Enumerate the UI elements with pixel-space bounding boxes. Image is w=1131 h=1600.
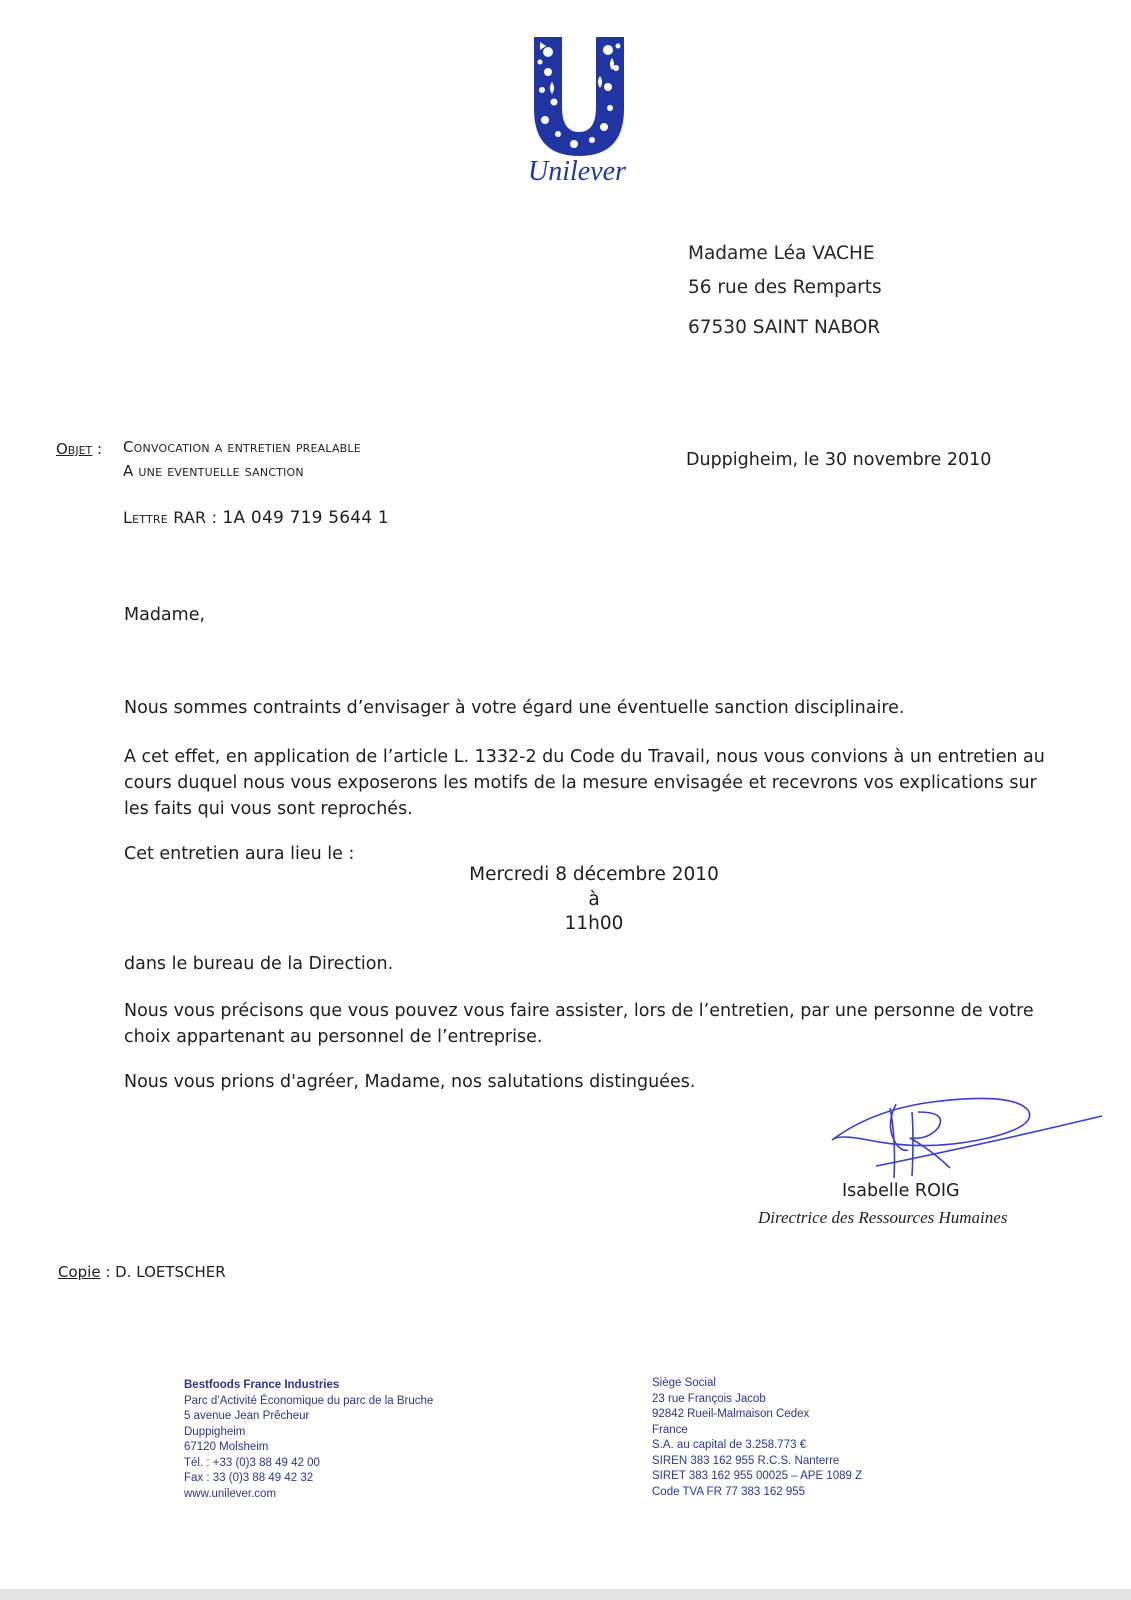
footer-right-line: France: [652, 1423, 688, 1436]
rar-number: 1A 049 719 5644 1: [222, 508, 389, 528]
meeting-time: 11h00: [564, 913, 624, 934]
object-line-1: Convocation a entretien prealable: [123, 438, 361, 456]
footer-head-office: [652, 1376, 862, 1500]
copy-label: Copie: [58, 1263, 101, 1281]
copy-line: [58, 1263, 226, 1281]
paragraph-2: A cet effet, en application de l’article L. 1332-2 du Code du Travail, nous vous convions à un entretien au cours duquel nous vous exposerons les motifs de la mesure envisagée et recevrons vos explications sur les faits qui vous sont reprochés.: [124, 747, 1045, 819]
signer-title: Directrice des Ressources Humaines: [758, 1208, 1008, 1227]
paragraph-6: Nous vous prions d'agréer, Madame, nos salutations distinguées.: [124, 1072, 696, 1092]
object-label: [56, 440, 102, 458]
footer-left-line: Fax : 33 (0)3 88 49 42 32: [184, 1472, 314, 1484]
footer-company-address: [184, 1378, 433, 1502]
recipient-street: 56 rue des Remparts: [688, 277, 882, 298]
footer-left-line: Parc d’Activité Économique du parc de la Bruche: [184, 1394, 434, 1407]
object-label-word: Objet: [56, 440, 93, 458]
salutation: Madame,: [124, 605, 206, 625]
footer-right-line: 92842 Rueil-Malmaison Cedex: [652, 1408, 810, 1420]
footer-right-line: Code TVA FR 77 383 162 955: [652, 1485, 806, 1498]
paragraph-4: dans le bureau de la Direction.: [124, 954, 394, 974]
object-label-sep: :: [92, 440, 103, 458]
paragraph-3: Cet entretien aura lieu le :: [124, 844, 355, 864]
footer-right-line: SIRET 383 162 955 00025 – APE 1089 Z: [652, 1470, 863, 1482]
footer-left-line: 67120 Molsheim: [184, 1441, 269, 1453]
rar-line: [123, 508, 389, 528]
footer-right-line: 23 rue François Jacob: [652, 1392, 766, 1405]
footer-right-line: Siège Social: [652, 1377, 716, 1389]
copy-recipient: : D. LOETSCHER: [100, 1263, 226, 1281]
rar-label: Lettre RAR :: [123, 508, 223, 527]
footer-right-line: S.A. au capital de 3.258.773 €: [652, 1439, 807, 1451]
object-line-2: A une eventuelle sanction: [123, 462, 304, 480]
footer-left-line: 5 avenue Jean Prêcheur: [184, 1410, 310, 1422]
paragraph-5: Nous vous précisons que vous pouvez vous faire assister, lors de l’entretien, par une personne de votre choix appartenant au personnel de l’entreprise.: [124, 1001, 1034, 1047]
scan-edge: [0, 1589, 1131, 1600]
recipient-name: Madame Léa VACHE: [688, 243, 875, 264]
meeting-at: à: [588, 889, 600, 910]
footer-left-line: www.unilever.com: [184, 1487, 277, 1500]
paragraph-1: Nous sommes contraints d’envisager à votre égard une éventuelle sanction disciplinaire.: [124, 698, 905, 718]
footer-left-line: Bestfoods France Industries: [184, 1379, 340, 1391]
svg-text:Unilever: Unilever: [528, 156, 626, 187]
recipient-city: 67530 SAINT NABOR: [688, 317, 881, 338]
date-line: Duppigheim, le 30 novembre 2010: [686, 450, 992, 470]
footer-left-line: Duppigheim: [184, 1425, 246, 1438]
unilever-logo-icon: [512, 32, 642, 187]
footer-right-line: SIREN 383 162 955 R.C.S. Nanterre: [652, 1454, 840, 1467]
meeting-date: Mercredi 8 décembre 2010: [469, 864, 719, 885]
footer-left-line: Tél. : +33 (0)3 88 49 42 00: [184, 1456, 320, 1469]
signer-name: Isabelle ROIG: [842, 1181, 960, 1201]
